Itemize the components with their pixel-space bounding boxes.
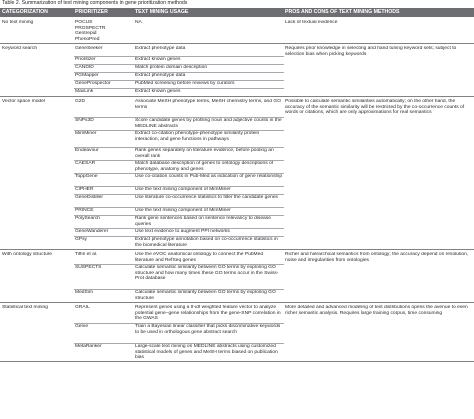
prioritizer-name: MimMiner [75, 131, 97, 136]
prioritizer-cell [75, 57, 133, 63]
group-divider [0, 361, 474, 362]
usage-cell: Use the text mining component of MimMiner [135, 208, 231, 213]
usage-cell: Rank gene sentences based on sentence relevancy to disease queries [135, 216, 271, 227]
prioritizer-name: PGMapper [75, 73, 99, 78]
prioritizer-name: GPsy [75, 237, 87, 242]
prioritizer-name: CANDID [75, 65, 94, 70]
header-categorization: CATEGORIZATION [2, 9, 48, 15]
category-cell: No text mining [2, 20, 34, 25]
usage-cell: Calculate semantic similarity between GO terms by exploring GO structure and how many times these GO terms occur in the Swiss-Prot database [135, 265, 279, 282]
prioritizer-cell [75, 290, 133, 296]
prioritizer-name: POCUS [75, 20, 93, 25]
prioritizer-cell [75, 305, 133, 311]
table-row [0, 147, 474, 160]
usage-cell: Rank genes separately on literature evidence, before pooling an overall rank [135, 148, 274, 159]
table-caption: Table 2. Summarization of text mining components in gene prioritization methods [2, 0, 188, 6]
prioritizer-cell [75, 187, 133, 193]
table-header [0, 8, 474, 17]
group-divider [0, 302, 474, 303]
pros-cons-cell: More detailed and advanced modeling of text distributions opens the avenue to even richer semantic analysis. Requires large training corpus, time consuming [285, 305, 468, 316]
table-row [0, 236, 474, 249]
usage-cell: Use literature co-occurrence statistics to filter the candidate genes [135, 195, 278, 200]
prioritizer-cell [75, 73, 133, 79]
prioritizer-name: MetaRanker [75, 344, 102, 349]
table-row [0, 323, 474, 343]
prioritizer-name: CAESAR [75, 161, 96, 166]
header-pros-cons: PROS AND CONS OF TEXT MINING METHODS [285, 9, 400, 15]
prioritizer-cell [75, 46, 133, 52]
prioritizer-name: PRINCE [75, 208, 94, 213]
group-divider [0, 249, 474, 250]
usage-cell: Use co-citation counts in Pub-Med as indication of gene relationship [135, 174, 283, 179]
table-row [0, 304, 474, 323]
pros-cons-cell: Richer and hierarchical semantics from ontology; the accuracy depend on resolution, noise and irregularities from ontologies [285, 252, 469, 263]
prioritizer-name: GeneDistiller [75, 195, 103, 200]
prioritizer-name: GRAIL [75, 305, 90, 310]
prioritizer-cell [75, 65, 133, 71]
prioritizer-name: MedSim [75, 290, 93, 295]
category-cell: Vector space model [2, 99, 45, 104]
group-divider [0, 43, 474, 44]
prioritizer-cell [75, 265, 133, 271]
prioritizer-name: ToppGene [75, 174, 98, 179]
prioritizer-name: CIPHER [75, 187, 94, 192]
table-row [0, 289, 474, 302]
prioritizer-name: Endeavour [75, 148, 99, 153]
prioritizer-name: GeneProspector [75, 81, 111, 86]
table-row [0, 117, 474, 130]
prioritizer-cell [75, 118, 133, 124]
prioritizer-cell [75, 195, 133, 201]
pros-cons-cell: Requires prior knowledge in selecting and hand tuning keyword sets; subject to selection bias when picking keywords [285, 46, 457, 57]
header-text-mining-usage: TEXT MINING USAGE [135, 9, 189, 15]
category-cell: Statistical text mining [2, 305, 48, 310]
usage-cell: Extract phenotype data [135, 73, 186, 78]
prioritizer-cell [75, 237, 133, 243]
prioritizer-name: Prioritizer [75, 57, 96, 62]
prioritizer-name: SUSPECTS [75, 265, 102, 270]
prioritizer-name: G2D [75, 99, 86, 104]
prioritizer-cell [75, 161, 133, 167]
usage-cell: Extract known genes [135, 89, 181, 94]
prioritizer-cell [75, 131, 133, 137]
usage-cell: Use the eVOC anatomical ontology to connect the PubMed literature and RefSeq genes [135, 252, 264, 263]
prioritizer-name: GeneWanderer [75, 229, 109, 234]
prioritizer-cell [75, 229, 133, 235]
prioritizer-cell [75, 89, 133, 95]
usage-cell: Train a Bayesian linear classifier that picks discriminative keywords to be used in orthologous gene abstract search [135, 324, 281, 335]
prioritizer-name: PROSPECTR [75, 25, 106, 31]
usage-cell: Extract co-citation phenotype-phenotype similarity protein interaction, and gene functions in pathways [135, 131, 260, 142]
table-row [0, 130, 474, 147]
usage-cell: Calculate semantic similarity between GO terms by exploring GO structure [135, 290, 276, 301]
usage-cell: PubMed screening before reviews by curators [135, 81, 235, 86]
prioritizer-name: MaxLink [75, 89, 94, 94]
prioritizer-cell [75, 20, 133, 42]
table-row [0, 19, 474, 43]
usage-cell: Match protein domain description [135, 65, 208, 70]
prioritizer-cell [75, 252, 133, 258]
pros-cons-cell: Lack of textual evidence [285, 20, 338, 25]
table-row [0, 343, 474, 361]
category-cell: Keyword search [2, 46, 38, 51]
table-row [0, 160, 474, 173]
usage-cell: Associate MeSH phenotype terms, MeSH chemistry terms, and GO terms [135, 99, 281, 110]
usage-cell: Represent genes using a tf-idf weighted feature vector to analyze potential gene–gene relationships from the gene-SNP correlation in the GWAS [135, 305, 281, 322]
header-prioritizer: PRIORITIZER [75, 9, 108, 15]
group-divider [0, 96, 474, 97]
prioritizer-cell [75, 174, 133, 180]
prioritizer-cell [75, 81, 133, 87]
prioritizer-cell [75, 344, 133, 350]
usage-cell: Large-scale text mining on MEDLINE abstracts using customized statistical models of genes and MeSH terms biased on publication bias [135, 344, 278, 361]
usage-cell: NA [135, 20, 142, 25]
prioritizer-name: Tiffin et al. [75, 252, 98, 257]
table-row [0, 194, 474, 207]
table-row [0, 173, 474, 186]
category-cell: With ontology structure [2, 252, 53, 257]
prioritizer-cell [75, 208, 133, 214]
prioritizer-cell [75, 216, 133, 222]
usage-cell: Extract phenotype data [135, 46, 186, 51]
usage-cell: Score candidate genes by profiling noun and adjective counts in the MEDLINE abstracts [135, 118, 282, 129]
table-row [0, 215, 474, 228]
prioritizer-cell [75, 324, 133, 330]
prioritizer-name: GeneSeeker [75, 46, 103, 51]
prioritizer-cell [75, 148, 133, 154]
table-row [0, 98, 474, 117]
prioritizer-name: SNPs3D [75, 118, 94, 123]
prioritizer-name: Gentrepid [75, 31, 97, 37]
table-row [0, 45, 474, 56]
usage-cell: Use the text mining component of MimMiner [135, 187, 231, 192]
table-row [0, 88, 474, 96]
usage-cell: Match database description of genes to ontology descriptions of phenotype, anatomy and genes [135, 161, 274, 172]
prioritizer-name: Genie [75, 324, 89, 329]
prioritizer-name: PhenoPred [75, 36, 100, 42]
prioritizer-cell [75, 99, 133, 105]
usage-cell: Extract known genes [135, 57, 181, 62]
table-row [0, 251, 474, 264]
usage-cell: Use text evidence to augment PPI networks [135, 229, 230, 234]
table-row [0, 264, 474, 289]
usage-cell: Extract phenotype annotation based on co-occurrence statistics in the biomedical literature [135, 237, 278, 248]
prioritizer-name: PolySearch [75, 216, 101, 221]
pros-cons-cell: Possible to calculate semantic similarities automatically; on the other hand, the accuracy of the semantic similarity will be restricted by the co-occurrence counts of words or citations, which are only approximations for real semantics [285, 99, 465, 116]
